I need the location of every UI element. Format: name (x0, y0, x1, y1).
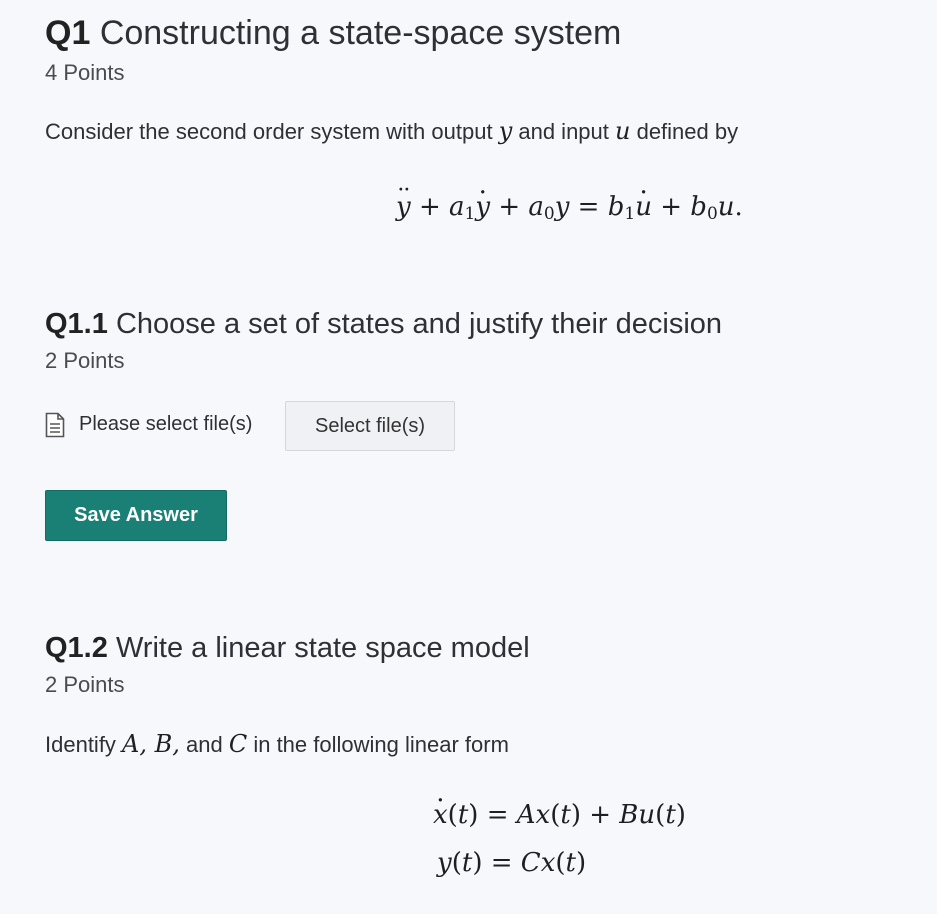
q1-intro-prefix: Consider the second order system with output (45, 119, 499, 144)
select-files-button[interactable]: Select file(s) (285, 401, 455, 451)
save-answer-button[interactable]: Save Answer (45, 490, 227, 541)
q1-2-intro-suffix: in the following linear form (247, 732, 509, 757)
q1-intro-suffix: defined by (630, 119, 739, 144)
q1-var-u: u (615, 117, 631, 145)
q1-points: 4 Points (45, 60, 125, 85)
file-icon (45, 412, 65, 443)
q1-2-vars: A, B, (122, 730, 180, 758)
ode-equation: ·· $y + a_1\cdot y + a_0y = b_1\cdot u + b_0u$. (396, 192, 743, 224)
state-equation: · x(t) = Ax(t) + Bu(t) (433, 800, 686, 830)
q1-1-title-text: Choose a set of states and justify their decision (115, 308, 723, 340)
q1-title-text: Constructing a state-space system (99, 14, 622, 52)
q1-2-points: 2 Points (45, 672, 125, 697)
q1-2-var-c: C (228, 730, 248, 758)
q1-2-intro-prefix: Identify (45, 732, 123, 757)
q1-1-number: Q1.1 (45, 308, 108, 340)
q1-2-title (45, 632, 530, 665)
q1-1-title (45, 308, 722, 341)
q1-2-title-text: Write a linear state space model (115, 632, 530, 664)
q1-2-intro-middle: and (179, 732, 229, 757)
q1-2-number: Q1.2 (45, 632, 108, 664)
q1-2-intro (45, 730, 509, 758)
q1-number: Q1 (45, 14, 91, 52)
q1-intro (45, 117, 738, 145)
q1-var-y: y (498, 117, 513, 145)
output-equation: y(t) = Cx(t) (437, 848, 587, 878)
q1-intro-middle: and input (512, 119, 615, 144)
q1-1-points: 2 Points (45, 348, 125, 373)
file-prompt: Please select file(s) (79, 413, 253, 435)
q1-title (45, 14, 621, 53)
